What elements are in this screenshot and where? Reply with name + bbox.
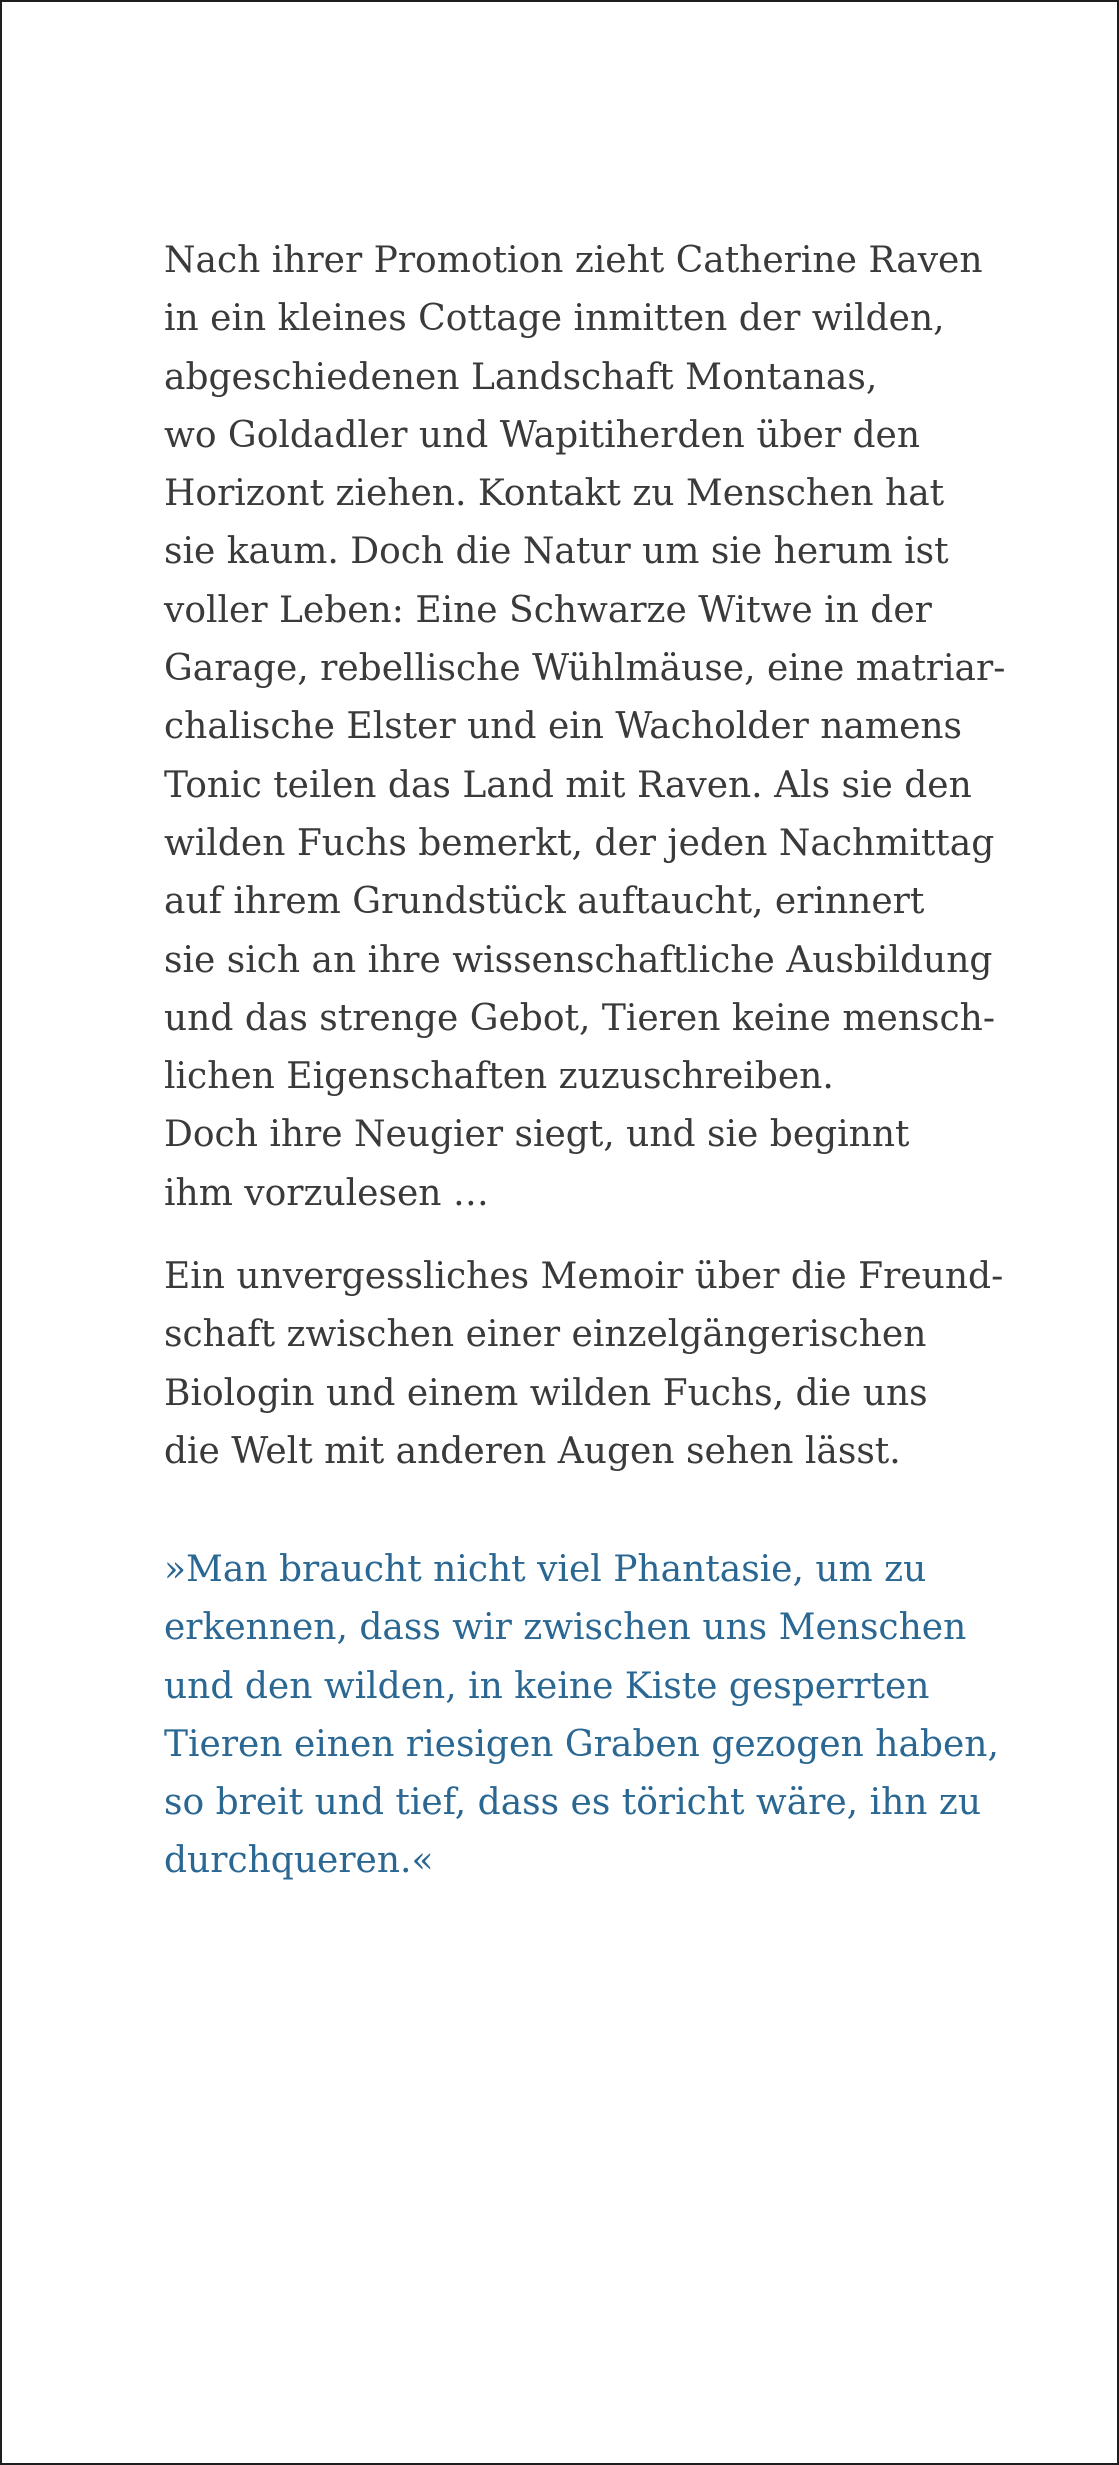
synopsis-line: sie kaum. Doch die Natur um sie herum ist	[164, 531, 949, 573]
synopsis-line: auf ihrem Grundstück auftaucht, erinnert	[164, 881, 925, 923]
quote-line: »Man braucht nicht viel Phantasie, um zu	[164, 1549, 927, 1590]
summary-line: Ein unvergessliches Memoir über die Freund-	[164, 1256, 1004, 1297]
synopsis-line: Horizont ziehen. Kontakt zu Menschen hat	[164, 473, 945, 515]
blurb-quote	[164, 1541, 1064, 1891]
synopsis-line: lichen Eigenschaften zuzuschreiben.	[164, 1056, 834, 1098]
synopsis-paragraph	[164, 232, 1064, 1223]
synopsis-line: Tonic teilen das Land mit Raven. Als sie den	[164, 764, 972, 806]
quote-line: Tieren einen riesigen Graben gezogen haben,	[164, 1723, 999, 1765]
quote-line: und den wilden, in keine Kiste gesperrten	[164, 1665, 930, 1707]
memoir-summary-paragraph	[164, 1248, 1064, 1481]
synopsis-line: sie sich an ihre wissenschaftliche Ausbildung	[164, 939, 993, 981]
synopsis-line: Doch ihre Neugier siegt, und sie beginnt	[164, 1114, 910, 1156]
synopsis-line: wo Goldadler und Wapitiherden über den	[164, 414, 921, 456]
synopsis-line: und das strenge Gebot, Tieren keine mensch-	[164, 997, 996, 1039]
quote-line: durchqueren.«	[164, 1840, 434, 1882]
quote-line: so breit und tief, dass es töricht wäre, ihn zu	[164, 1782, 982, 1824]
synopsis-line: wilden Fuchs bemerkt, der jeden Nachmittag	[164, 822, 995, 864]
summary-line: die Welt mit anderen Augen sehen lässt.	[164, 1430, 901, 1472]
quote-line: erkennen, dass wir zwischen uns Menschen	[164, 1607, 967, 1649]
synopsis-line: in ein kleines Cottage inmitten der wilden,	[164, 298, 945, 340]
synopsis-line: voller Leben: Eine Schwarze Witwe in der	[164, 589, 932, 631]
synopsis-line: abgeschiedenen Landschaft Montanas,	[164, 356, 878, 398]
synopsis-line: chalische Elster und ein Wacholder namens	[164, 706, 963, 748]
synopsis-line: ihm vorzulesen …	[164, 1172, 489, 1214]
summary-line: Biologin und einem wilden Fuchs, die uns	[164, 1372, 928, 1414]
synopsis-line: Nach ihrer Promotion zieht Catherine Raven	[164, 240, 983, 281]
synopsis-line: Garage, rebellische Wühlmäuse, eine matriar-	[164, 648, 1006, 690]
summary-line: schaft zwischen einer einzelgängerischen	[164, 1314, 927, 1356]
